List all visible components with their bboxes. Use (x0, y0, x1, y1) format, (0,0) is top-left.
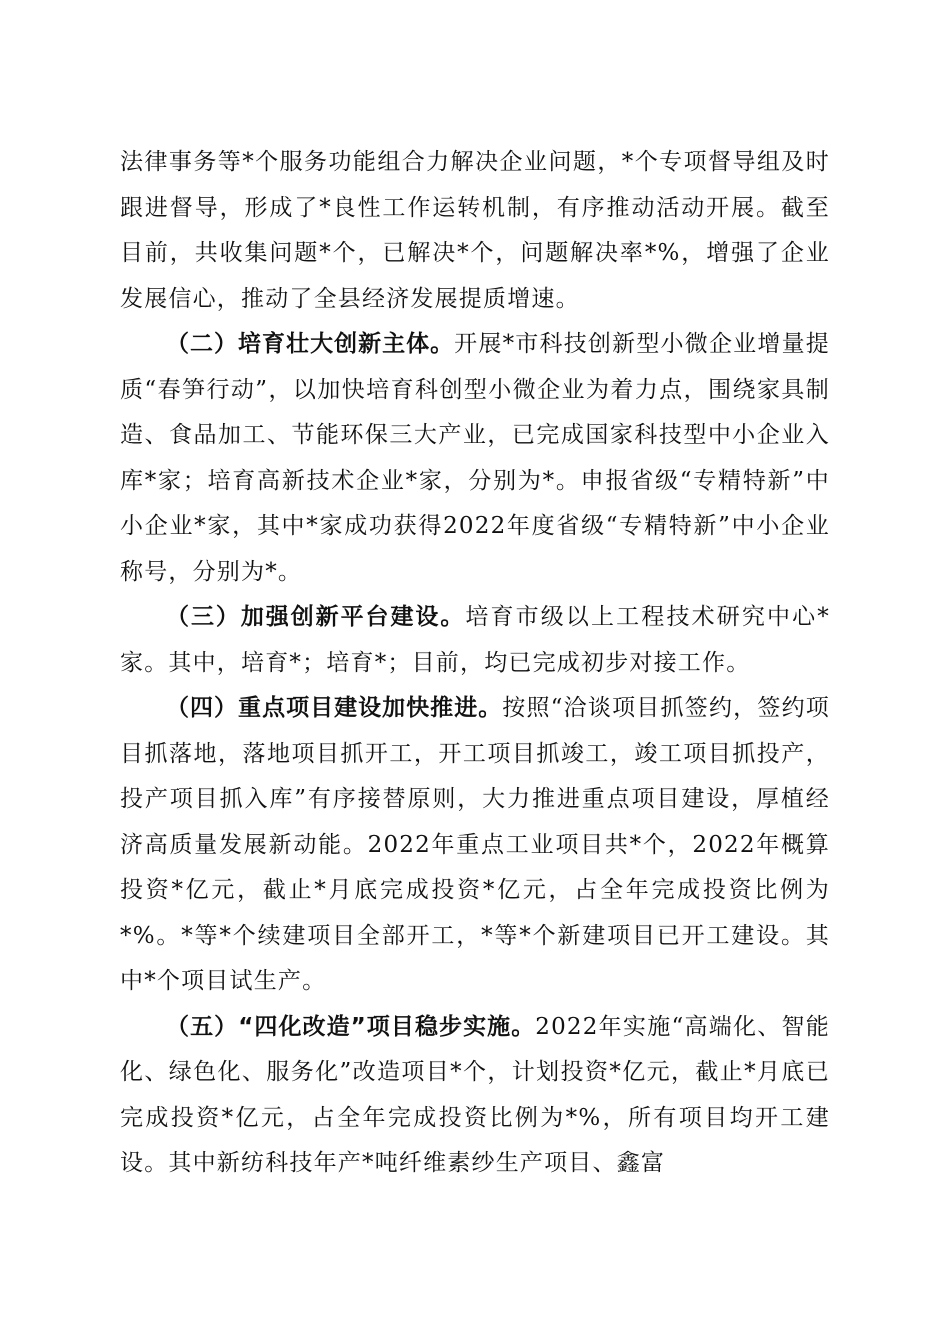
paragraph-1-text: 法律事务等*个服务功能组合力解决企业问题，*个专项督导组及时跟进督导，形成了*良性工作运转机制，有序推动活动开展。截至目前，共收集问题*个，已解决*个，问题解决率*%，增强了企业发展信心，推动了全县经济发展提质增速。 (120, 149, 830, 312)
section-heading-3: （三）加强创新平台建设。 (166, 604, 466, 630)
section-heading-4: （四）重点项目建设加快推进。 (166, 695, 503, 721)
document-body (120, 140, 830, 1187)
paragraph-3-text: 培育市级以上工程技术研究中心*家。其中，培育*；培育*；目前，均已完成初步对接工作。 (120, 604, 831, 676)
paragraph-2 (120, 322, 830, 595)
paragraph-5-text: 2022年实施“高端化、智能化、绿色化、服务化”改造项目*个，计划投资*亿元，截止*月底已完成投资*亿元，占全年完成投资比例为*%，所有项目均开工建设。其中新纺科技年产*吨纤维素纱生产项目、鑫富 (120, 1013, 831, 1176)
paragraph-1 (120, 140, 830, 322)
paragraph-4 (120, 686, 830, 1005)
section-heading-2: （二）培育壮大创新主体。 (166, 331, 455, 357)
paragraph-3 (120, 595, 830, 686)
paragraph-2-text: 开展*市科技创新型小微企业增量提质“春笋行动”，以加快培育科创型小微企业为着力点，围绕家具制造、食品加工、节能环保三大产业，已完成国家科技型中小企业入库*家；培育高新技术企业*家，分别为*。申报省级“专精特新”中小企业*家，其中*家成功获得2022年度省级“专精特新”中小企业称号，分别为*。 (120, 331, 831, 585)
paragraph-5 (120, 1005, 830, 1187)
paragraph-4-text: 按照“洽谈项目抓签约，签约项目抓落地，落地项目抓开工，开工项目抓竣工，竣工项目抓投产，投产项目抓入库”有序接替原则，大力推进重点项目建设，厚植经济高质量发展新动能。2022年重点工业项目共*个，2022年概算投资*亿元，截止*月底完成投资*亿元，占全年完成投资比例为*%。*等*个续建项目全部开工，*等*个新建项目已开工建设。其中*个项目试生产。 (120, 695, 831, 994)
section-heading-5: （五）“四化改造”项目稳步实施。 (166, 1013, 536, 1040)
